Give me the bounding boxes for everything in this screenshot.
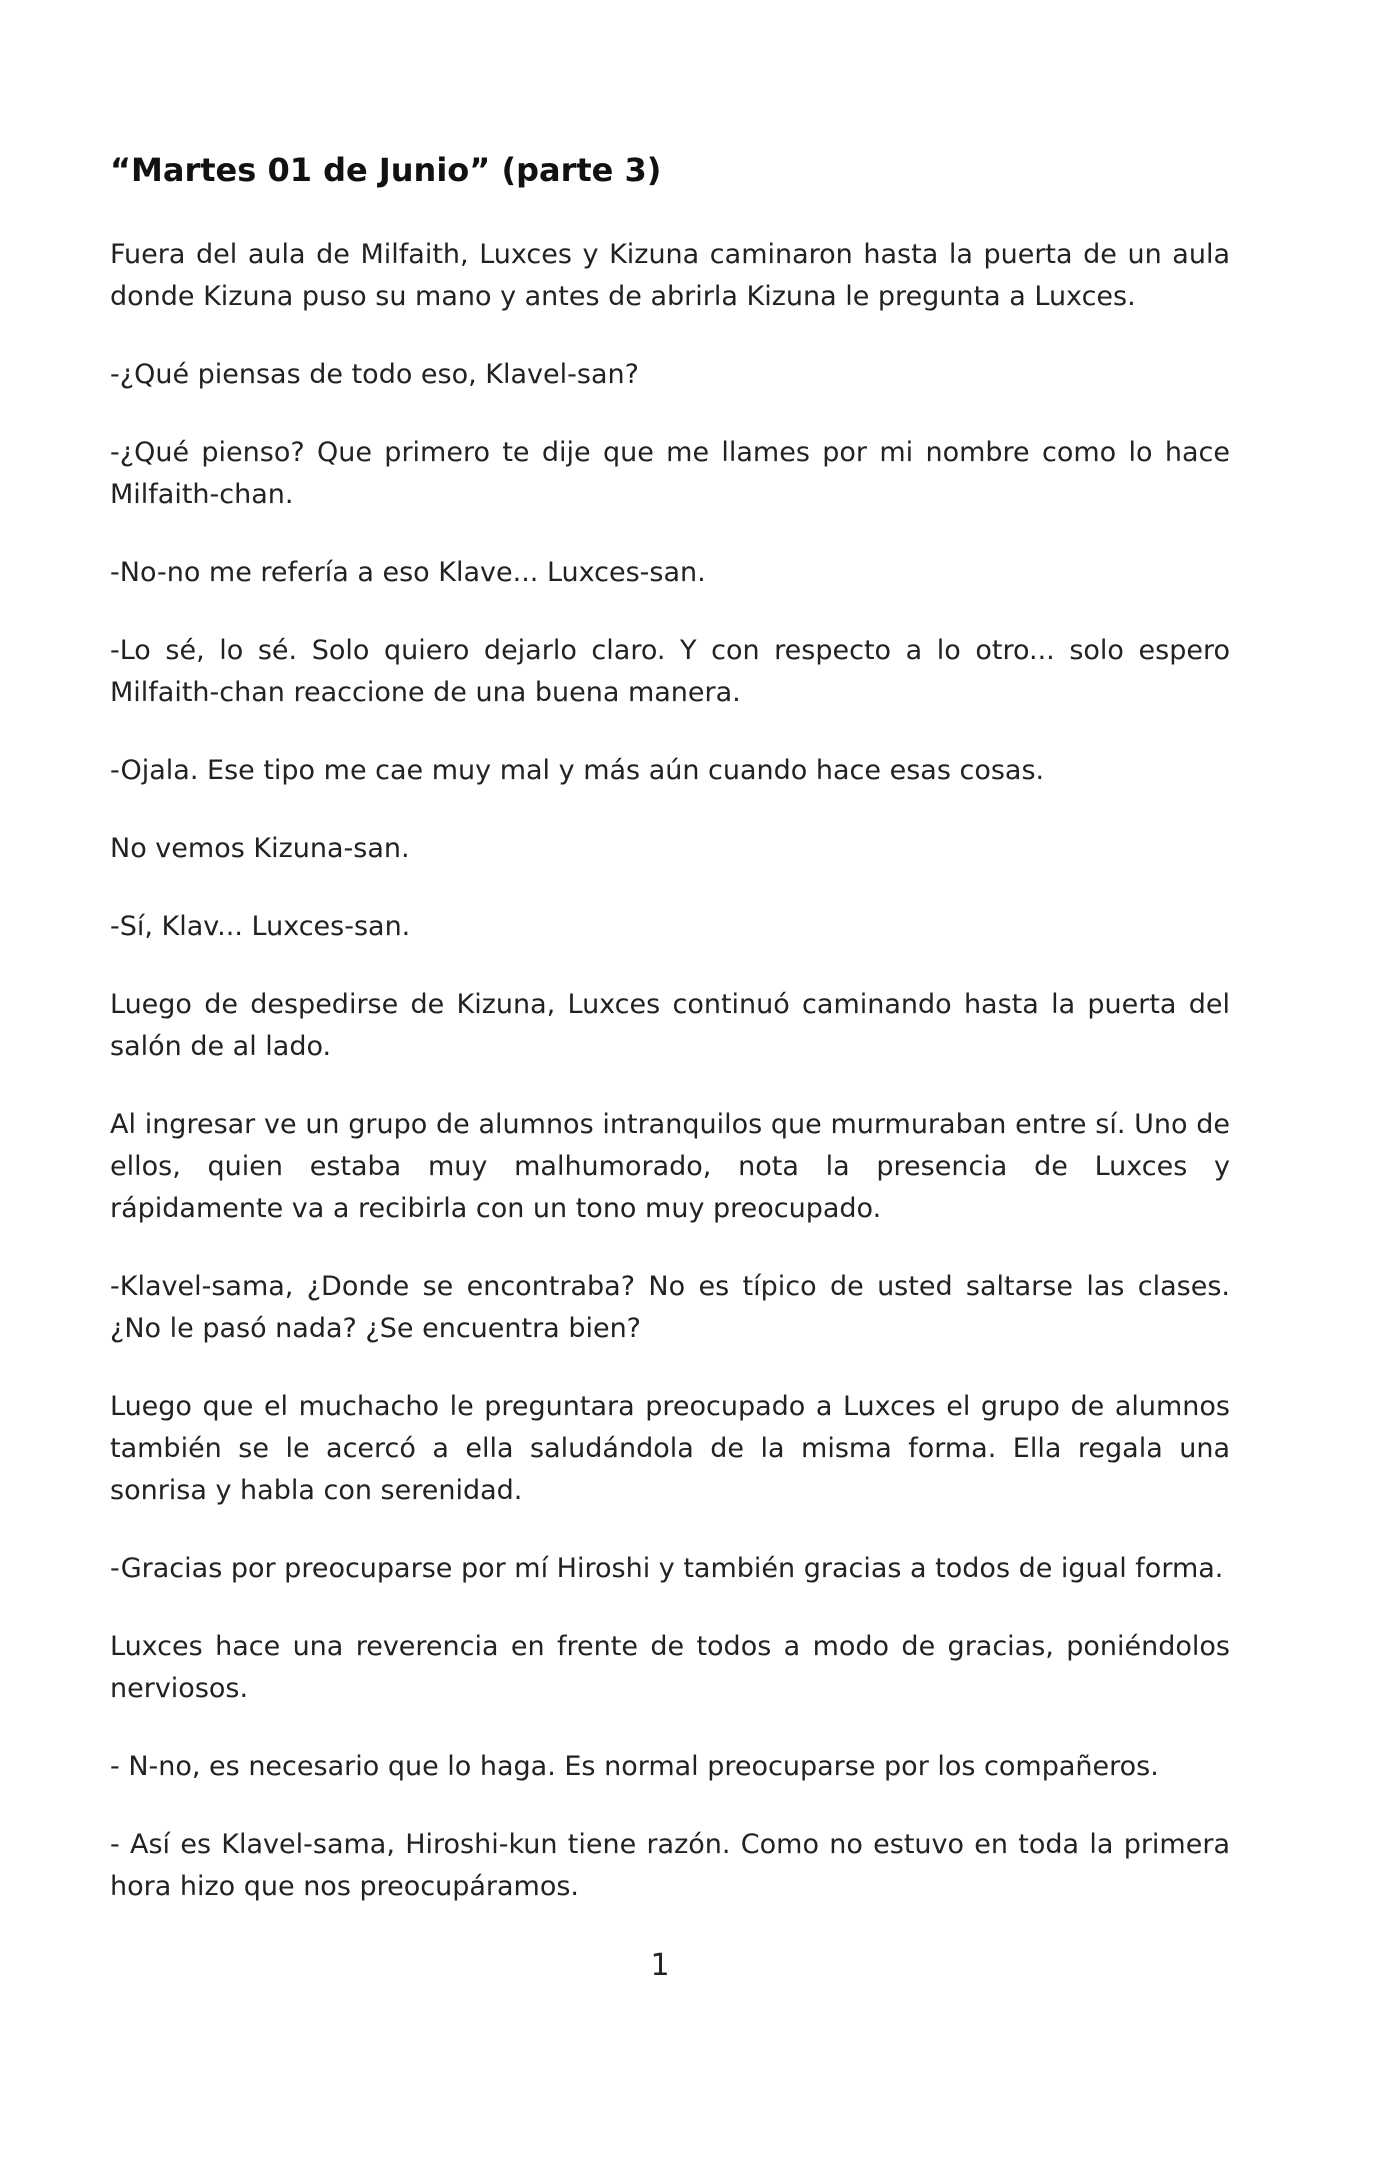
document-body bbox=[110, 150, 1230, 1944]
paragraph: - Así es Klavel-sama, Hiroshi-kun tiene razón. Como no estuvo en toda la primera hora hizo que nos preocupáramos. bbox=[110, 1829, 1230, 1902]
paragraph: -Ojala. Ese tipo me cae muy mal y más aún cuando hace esas cosas. bbox=[110, 755, 1045, 786]
page-number: 1 bbox=[650, 1948, 670, 1983]
paragraph: - N-no, es necesario que lo haga. Es normal preocuparse por los compañeros. bbox=[110, 1751, 1159, 1782]
paragraph: -No-no me refería a eso Klave... Luxces-san. bbox=[110, 557, 706, 588]
paragraph: -Klavel-sama, ¿Donde se encontraba? No es típico de usted saltarse las clases. ¿No le pasó nada? ¿Se encuentra bien? bbox=[110, 1271, 1230, 1344]
paragraph: Luego de despedirse de Kizuna, Luxces continuó caminando hasta la puerta del salón de al lado. bbox=[110, 989, 1230, 1062]
paragraph: Fuera del aula de Milfaith, Luxces y Kizuna caminaron hasta la puerta de un aula donde Kizuna puso su mano y antes de abrirla Kizuna le pregunta a Luxces. bbox=[110, 239, 1230, 312]
paragraph: Luego que el muchacho le preguntara preocupado a Luxces el grupo de alumnos también se le acercó a ella saludándola de la misma forma. Ella regala una sonrisa y habla con serenidad. bbox=[110, 1391, 1230, 1506]
chapter-title: “Martes 01 de Junio” (parte 3) bbox=[110, 151, 662, 189]
paragraph: -¿Qué piensas de todo eso, Klavel-san? bbox=[110, 359, 639, 390]
paragraph: -Sí, Klav... Luxces-san. bbox=[110, 911, 411, 942]
paragraph: Al ingresar ve un grupo de alumnos intranquilos que murmuraban entre sí. Uno de ellos, quien estaba muy malhumorado, nota la presencia de Luxces y rápidamente va a recibirla con un tono muy preocupado. bbox=[110, 1109, 1230, 1224]
paragraph: -¿Qué pienso? Que primero te dije que me llames por mi nombre como lo hace Milfaith-chan. bbox=[110, 437, 1230, 510]
paragraph: No vemos Kizuna-san. bbox=[110, 833, 410, 864]
paragraph: Luxces hace una reverencia en frente de todos a modo de gracias, poniéndolos nerviosos. bbox=[110, 1631, 1230, 1704]
paragraph: -Gracias por preocuparse por mí Hiroshi y también gracias a todos de igual forma. bbox=[110, 1553, 1224, 1584]
paragraph: -Lo sé, lo sé. Solo quiero dejarlo claro. Y con respecto a lo otro... solo espero Milfaith-chan reaccione de una buena manera. bbox=[110, 635, 1230, 708]
